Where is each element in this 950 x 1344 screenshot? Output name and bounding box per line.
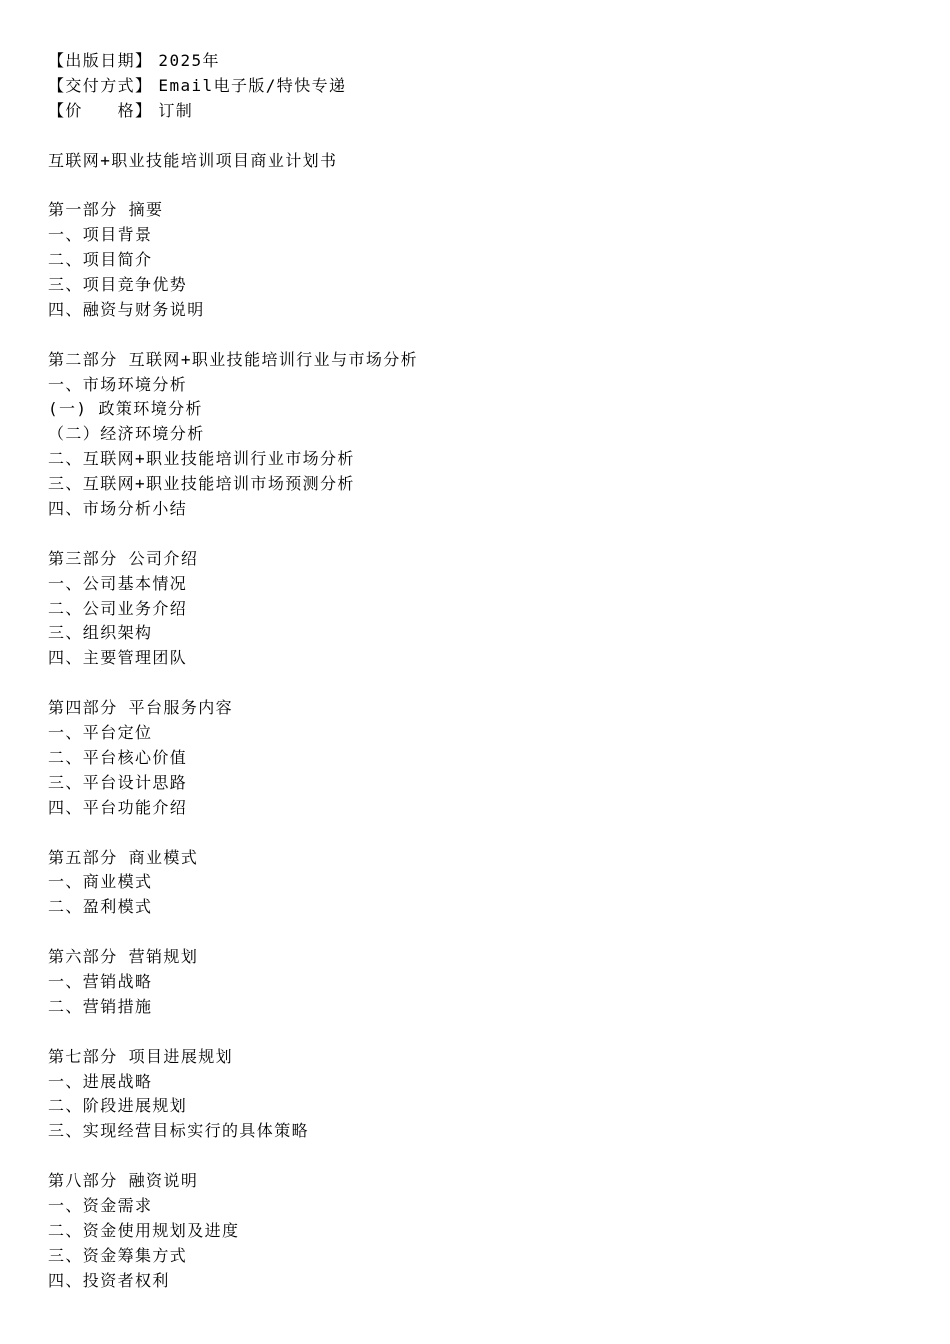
- section-heading: 第一部分 摘要: [48, 200, 164, 220]
- meta-value: 2025年: [158, 51, 220, 70]
- toc-section: [48, 1169, 950, 1293]
- section-heading: 第八部分 融资说明: [48, 1171, 199, 1191]
- toc-section: [48, 547, 950, 671]
- toc-section: [48, 696, 950, 820]
- spacer: [48, 671, 950, 696]
- toc-item: 四、市场分析小结: [48, 499, 188, 519]
- meta-label: 【交付方式】: [48, 75, 153, 95]
- toc-item: 一、资金需求: [48, 1195, 153, 1215]
- section-heading: 第二部分 互联网+职业技能培训行业与市场分析: [48, 349, 419, 369]
- toc-section: [48, 846, 950, 921]
- spacer: [48, 173, 950, 198]
- toc-item: 四、融资与财务说明: [48, 299, 205, 319]
- spacer: [48, 124, 950, 149]
- toc-item: 四、主要管理团队: [48, 648, 188, 668]
- spacer: [48, 323, 950, 348]
- toc-item: 二、盈利模式: [48, 897, 153, 917]
- meta-block: [48, 49, 950, 124]
- toc-item: 二、资金使用规划及进度: [48, 1220, 240, 1240]
- spacer: [48, 920, 950, 945]
- toc-item: 四、平台功能介绍: [48, 797, 188, 817]
- table-of-contents: [48, 173, 950, 1293]
- toc-item: 一、营销战略: [48, 971, 153, 991]
- document-title: 互联网+职业技能培训项目商业计划书: [48, 150, 338, 170]
- toc-item: 四、投资者权利: [48, 1270, 170, 1290]
- spacer: [48, 1144, 950, 1169]
- spacer: [48, 522, 950, 547]
- toc-section: [48, 198, 950, 322]
- toc-section: [48, 1045, 950, 1145]
- toc-item: 一、公司基本情况: [48, 573, 188, 593]
- toc-section: [48, 945, 950, 1020]
- meta-row-delivery: [48, 74, 950, 99]
- section-heading: 第四部分 平台服务内容: [48, 698, 234, 718]
- section-heading: 第五部分 商业模式: [48, 847, 199, 867]
- toc-item: 一、商业模式: [48, 872, 153, 892]
- toc-item: 二、项目简介: [48, 250, 153, 270]
- toc-item: （二）经济环境分析: [48, 424, 205, 444]
- toc-item: 二、阶段进展规划: [48, 1096, 188, 1116]
- toc-item: 二、公司业务介绍: [48, 598, 188, 618]
- toc-item: 三、组织架构: [48, 623, 153, 643]
- section-heading: 第六部分 营销规划: [48, 947, 199, 967]
- meta-row-price: [48, 99, 950, 124]
- toc-item: 一、市场环境分析: [48, 374, 188, 394]
- meta-row-publish-date: [48, 49, 950, 74]
- toc-item: 三、项目竞争优势: [48, 275, 188, 295]
- toc-item: 三、实现经营目标实行的具体策略: [48, 1121, 310, 1141]
- meta-label: 【价 格】: [48, 100, 153, 120]
- spacer: [48, 821, 950, 846]
- spacer: [48, 1020, 950, 1045]
- toc-item: 三、平台设计思路: [48, 772, 188, 792]
- meta-label: 【出版日期】: [48, 51, 153, 70]
- toc-section: [48, 348, 950, 522]
- section-heading: 第三部分 公司介绍: [48, 548, 199, 568]
- meta-value: 订制: [158, 100, 194, 120]
- document-page: [48, 49, 950, 1294]
- toc-item: 二、互联网+职业技能培训行业市场分析: [48, 449, 355, 469]
- meta-value: Email电子版/特快专递: [158, 75, 347, 95]
- toc-item: 一、进展战略: [48, 1071, 153, 1091]
- toc-item: 三、互联网+职业技能培训市场预测分析: [48, 474, 355, 494]
- toc-item: 二、营销措施: [48, 996, 153, 1016]
- toc-item: 三、资金筹集方式: [48, 1245, 188, 1265]
- section-heading: 第七部分 项目进展规划: [48, 1046, 234, 1066]
- toc-item: 一、平台定位: [48, 723, 153, 743]
- toc-item: 二、平台核心价值: [48, 747, 188, 767]
- toc-item: 一、项目背景: [48, 225, 153, 245]
- toc-item: (一) 政策环境分析: [48, 399, 203, 419]
